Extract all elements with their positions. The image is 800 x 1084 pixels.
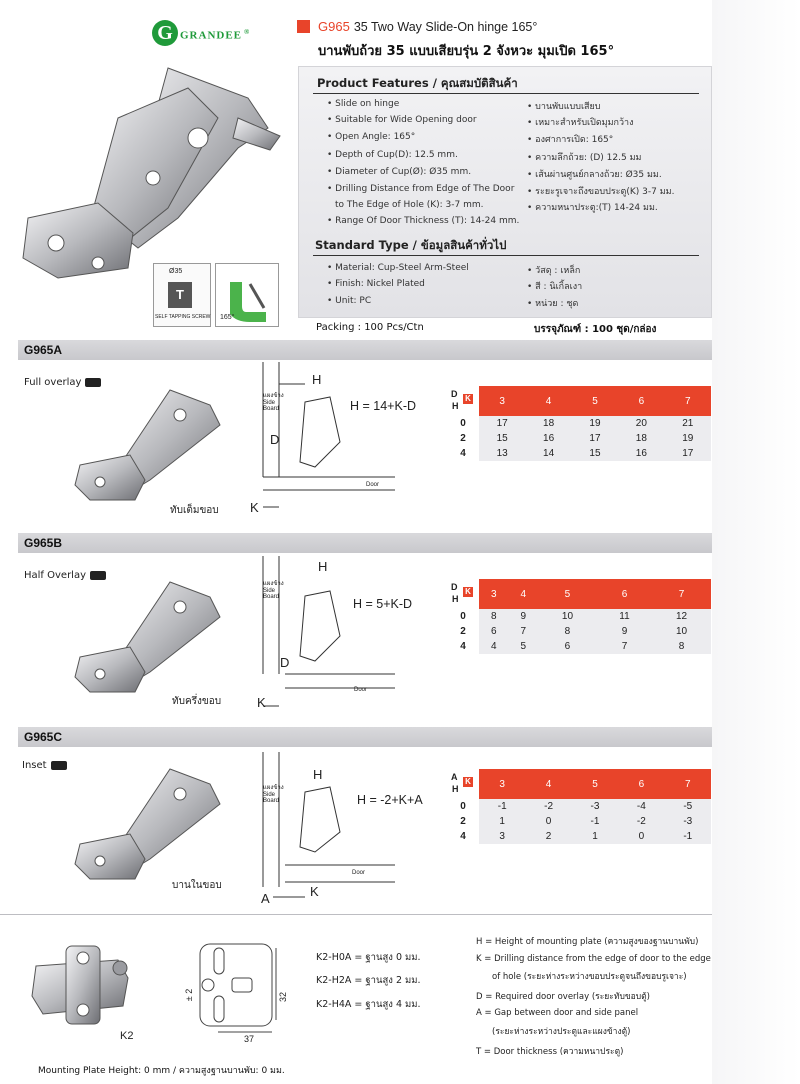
col-header: 4 (508, 579, 537, 609)
table-cell: 9 (508, 609, 537, 624)
plate-model-label: K2 (120, 1030, 134, 1042)
col-header: 7 (665, 386, 711, 416)
screw-label: SELF TAPPING SCREW (155, 314, 211, 320)
plate-code-h0a: K2-H0A = ฐานสูง 0 มม. (316, 952, 421, 963)
title-marker (297, 20, 310, 33)
table-cell: 8 (479, 609, 508, 624)
hinge-image-a (70, 385, 240, 505)
feature-left-8: • Range Of Door Thickness (T): 14-24 mm. (327, 216, 520, 226)
hinge-product-image (18, 58, 288, 283)
table-cell: 6 (479, 624, 508, 639)
row-label: 0 (447, 609, 479, 624)
page-edge-shade (712, 0, 800, 1084)
grandee-logo (152, 20, 287, 48)
dim-k-a: K (250, 500, 259, 515)
product-code: G965 (318, 19, 350, 34)
formula-b: H = 5+K-D (353, 597, 413, 611)
col-header: 4 (525, 769, 571, 799)
standard-left-1: • Material: Cup-Steel Arm-Steel (327, 263, 469, 273)
row-label: 4 (447, 639, 479, 654)
logo-name: GRANDEE (180, 29, 243, 42)
hinge-image-b (70, 577, 240, 697)
table-cell: 2 (525, 829, 571, 844)
section-code-c: G965C (24, 730, 63, 744)
legend-d: D = Required door overlay (ระยะทับขอบตู้) (476, 992, 650, 1002)
legend-h: H = Height of mounting plate (ความสูงของฐานบานพับ) (476, 937, 699, 947)
table-cell: 18 (525, 416, 571, 431)
col-header: 5 (572, 769, 618, 799)
door-label-a: Door (366, 482, 380, 488)
col-header: 5 (572, 386, 618, 416)
section-code-a: G965A (24, 343, 63, 357)
feature-left-7: to The Edge of Hole (K): 3-7 mm. (335, 200, 484, 210)
row-label: 4 (447, 446, 479, 461)
plate-drawing (180, 940, 295, 1040)
col-header: 7 (665, 769, 711, 799)
table-cell: 21 (665, 416, 711, 431)
feature-left-2: • Suitable for Wide Opening door (327, 115, 477, 125)
packing-th: บรรจุภัณฑ์ : 100 ชุด/กล่อง (534, 324, 657, 335)
table-cell: 8 (652, 639, 711, 654)
col-header: 6 (618, 386, 664, 416)
table-cell: 13 (479, 446, 525, 461)
table-cell: -4 (618, 799, 664, 814)
col-header: 6 (597, 579, 652, 609)
table-cell: -2 (618, 814, 664, 829)
dim-h-b: H (318, 559, 328, 574)
table-cell: 17 (479, 416, 525, 431)
section-code-b: G965B (24, 536, 63, 550)
legend-a: A = Gap between door and side panel (476, 1008, 639, 1018)
dim-a-c: A (261, 891, 270, 906)
row-label: 0 (447, 416, 479, 431)
plate-code-h2a: K2-H2A = ฐานสูง 2 มม. (316, 975, 421, 986)
feature-right-1: • บานพับแบบเสียบ (527, 102, 601, 112)
standard-right-2: • สี : นิเกิ้ลเงา (527, 282, 583, 292)
overlay-type-b: Half Overlay (24, 570, 106, 581)
table-cell: -3 (665, 814, 711, 829)
table-cell: 10 (652, 624, 711, 639)
features-title: Product Features / คุณสมบัติสินค้า (317, 76, 518, 90)
table-cell: 0 (618, 829, 664, 844)
title-en-text: 35 Two Way Slide-On hinge 165° (353, 20, 538, 34)
bottom-divider (0, 914, 712, 915)
overlay-thai-a: ทับเต็มขอบ (170, 505, 219, 516)
table-cell: 16 (525, 431, 571, 446)
table-cell: 19 (665, 431, 711, 446)
col-header: 7 (652, 579, 711, 609)
side-board-label-a: แผงข้าง Side Board (263, 393, 284, 412)
table-cell: 17 (665, 446, 711, 461)
feature-left-4: • Depth of Cup(D): 12.5 mm. (327, 150, 458, 160)
table-cell: -3 (572, 799, 618, 814)
plate-dim-tol: ± 2 (184, 988, 195, 1002)
formula-c: H = -2+K+A (357, 793, 423, 807)
section-band-c (18, 727, 712, 747)
table-cell: -1 (665, 829, 711, 844)
plate-code-h4a: K2-H4A = ฐานสูง 4 มม. (316, 999, 421, 1010)
feature-right-2: • เหมาะสำหรับเปิดมุมกว้าง (527, 118, 634, 128)
row-label: 2 (447, 431, 479, 446)
plate-dim-37: 37 (244, 1034, 255, 1044)
table-cell: -5 (665, 799, 711, 814)
table-cell: 18 (618, 431, 664, 446)
row-label: 4 (447, 829, 479, 844)
inset-icon (51, 761, 67, 770)
row-label: 0 (447, 799, 479, 814)
col-header: 3 (479, 579, 508, 609)
feature-left-6: • Drilling Distance from Edge of The Door (327, 184, 515, 194)
feature-right-4: • ความลึกถ้วย: (D) 12.5 มม (527, 153, 642, 163)
table-cell: 16 (618, 446, 664, 461)
angle-thumbnail (215, 263, 279, 327)
row-label: 2 (447, 814, 479, 829)
table-cell: 15 (479, 431, 525, 446)
table-cell: 6 (538, 639, 597, 654)
dim-k-c: K (310, 884, 319, 899)
feature-left-5: • Diameter of Cup(Ø): Ø35 mm. (327, 167, 472, 177)
product-title-th: บานพับถ้วย 35 แบบเสียบรุ่น 2 จังหวะ มุมเปิด 165° (318, 44, 615, 59)
overlay-type-c: Inset (22, 760, 67, 771)
product-title-en (318, 19, 537, 34)
packing-en: Packing : 100 Pcs/Ctn (316, 322, 424, 333)
table-cell: 0 (525, 814, 571, 829)
table-cell: 17 (572, 431, 618, 446)
table-corner-c: A H K (447, 769, 479, 799)
overlay-thai-c: บานในขอบ (172, 880, 222, 891)
hinge-image-c (70, 764, 240, 884)
table-cell: 11 (597, 609, 652, 624)
table-cell: 5 (508, 639, 537, 654)
overlay-thai-b: ทับครึ่งขอบ (172, 696, 222, 707)
plate-dim-32: 32 (278, 991, 289, 1003)
plate-height-note: Mounting Plate Height: 0 mm / ความสูงฐานบานพับ: 0 มม. (38, 1066, 285, 1076)
side-board-label-b: แผงข้าง Side Board (263, 581, 284, 600)
feature-left-3: • Open Angle: 165° (327, 132, 416, 142)
logo-reg: ® (244, 28, 251, 36)
section-band-b (18, 533, 712, 553)
table-cell: 3 (479, 829, 525, 844)
dim-d-a: D (270, 432, 280, 447)
hinge-table-b (447, 579, 711, 654)
legend-t: T = Door thickness (ความหนาประตู) (476, 1047, 624, 1057)
feature-right-5: • เส้นผ่านศูนย์กลางถ้วย: Ø35 มม. (527, 170, 662, 180)
col-header: 6 (618, 769, 664, 799)
table-cell: 12 (652, 609, 711, 624)
dim-h-c: H (313, 767, 323, 782)
side-board-label-c: แผงข้าง Side Board (263, 785, 284, 804)
table-cell: 4 (479, 639, 508, 654)
table-cell: 15 (572, 446, 618, 461)
table-cell: -2 (525, 799, 571, 814)
legend-k-cont: of hole (ระยะห่างระหว่างขอบประตูจนถึงขอบรูเจาะ) (492, 972, 687, 982)
col-header: 3 (479, 769, 525, 799)
legend-a-cont: (ระยะห่างระหว่างประตูและแผงข้างตู้) (492, 1027, 631, 1037)
table-cell: 14 (525, 446, 571, 461)
cup-dim-label: Ø35 (169, 268, 183, 275)
hinge-table-c (447, 769, 711, 844)
table-cell: 20 (618, 416, 664, 431)
dim-d-b: D (280, 655, 290, 670)
door-label-c: Door (352, 870, 366, 876)
features-rule (313, 93, 699, 94)
table-cell: 7 (597, 639, 652, 654)
feature-right-3: • องศาการเปิด: 165° (527, 135, 614, 145)
col-header: 4 (525, 386, 571, 416)
table-corner-a: D H K (447, 386, 479, 416)
table-cell: 19 (572, 416, 618, 431)
table-corner-b: D H K (447, 579, 479, 609)
table-cell: -1 (572, 814, 618, 829)
standard-left-3: • Unit: PC (327, 296, 372, 306)
table-cell: 1 (572, 829, 618, 844)
t-icon: T (168, 282, 192, 308)
screw-thumbnail (153, 263, 211, 327)
table-cell: 8 (538, 624, 597, 639)
table-cell: -1 (479, 799, 525, 814)
col-header: 5 (538, 579, 597, 609)
table-cell: 1 (479, 814, 525, 829)
mounting-plate-image (28, 938, 138, 1030)
feature-right-7: • ความหนาประตู:(T) 14-24 มม. (527, 203, 658, 213)
standard-left-2: • Finish: Nickel Plated (327, 279, 425, 289)
table-cell: 7 (508, 624, 537, 639)
legend-k: K = Drilling distance from the edge of door to the edge (476, 954, 711, 964)
table-cell: 9 (597, 624, 652, 639)
overlay-type-a: Full overlay (24, 377, 101, 388)
door-label-b: Door (354, 687, 368, 693)
standard-rule (313, 255, 699, 256)
standard-right-3: • หน่วย : ชุด (527, 299, 579, 309)
product-features-panel (298, 66, 712, 318)
hinge-table-a (447, 386, 711, 461)
col-header: 3 (479, 386, 525, 416)
feature-left-1: • Slide on hinge (327, 99, 400, 109)
angle-label: 165° (220, 314, 235, 321)
standard-title: Standard Type / ข้อมูลสินค้าทั่วไป (315, 238, 507, 252)
dim-k-b: K (257, 695, 266, 710)
logo-g-mark: G (152, 20, 178, 46)
row-label: 2 (447, 624, 479, 639)
feature-right-6: • ระยะรูเจาะถึงขอบประตู(K) 3-7 มม. (527, 187, 675, 197)
section-band-a (18, 340, 712, 360)
table-cell: 10 (538, 609, 597, 624)
standard-right-1: • วัสดุ : เหล็ก (527, 266, 581, 276)
formula-a: H = 14+K-D (350, 399, 417, 413)
dim-h-a: H (312, 372, 322, 387)
